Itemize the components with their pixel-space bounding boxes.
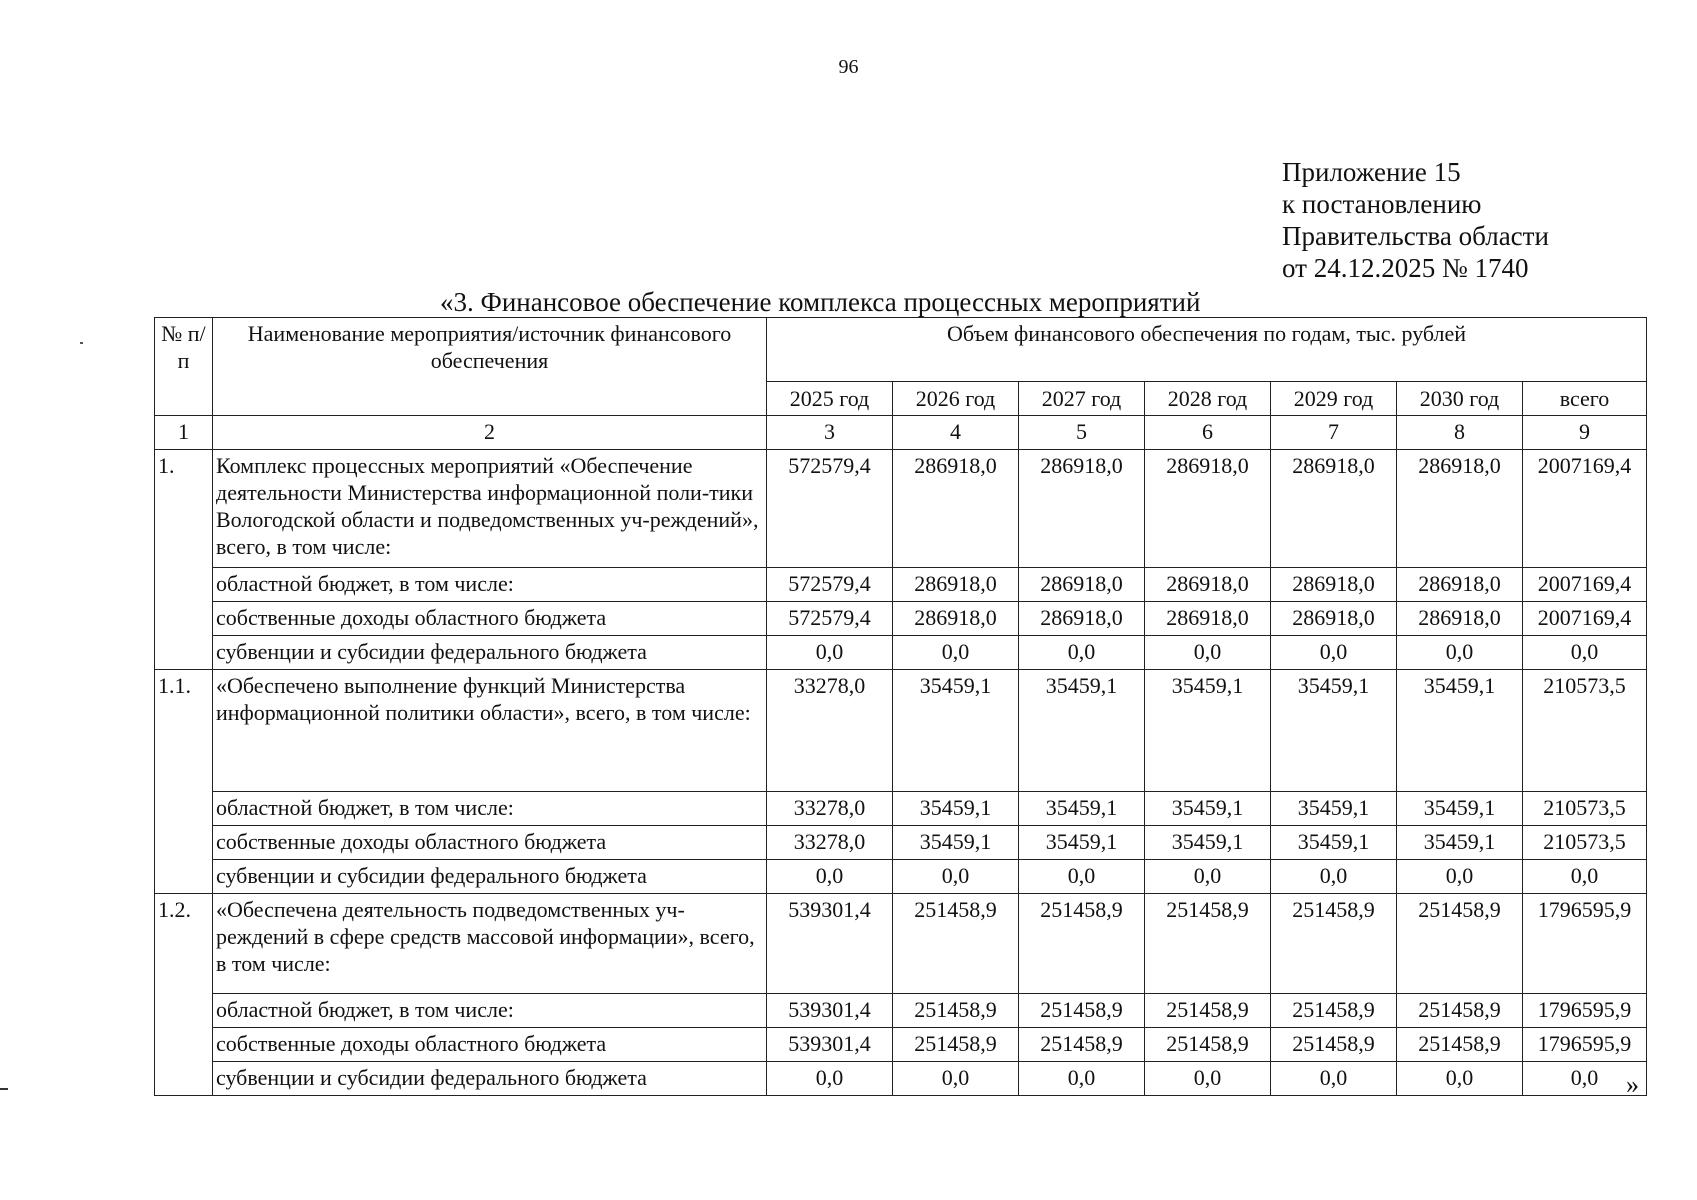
- value-cell: 35459,1: [1145, 670, 1271, 792]
- value-cell: 251458,9: [1145, 1028, 1271, 1062]
- value-cell: 539301,4: [767, 1028, 893, 1062]
- row-name: субвенции и субсидии федерального бюджета: [213, 636, 767, 670]
- value-cell: 0,0: [1523, 636, 1647, 670]
- row-number: 1.1.: [155, 670, 213, 894]
- value-cell: 251458,9: [893, 1028, 1019, 1062]
- header-year: 2027 год: [1019, 382, 1145, 416]
- value-cell: 2007169,4: [1523, 450, 1647, 568]
- column-number: 7: [1271, 416, 1397, 450]
- value-cell: 572579,4: [767, 602, 893, 636]
- value-cell: 0,0: [767, 636, 893, 670]
- column-number: 5: [1019, 416, 1145, 450]
- column-number: 3: [767, 416, 893, 450]
- column-number: 6: [1145, 416, 1271, 450]
- value-cell: 0,0: [1271, 860, 1397, 894]
- column-number: 8: [1397, 416, 1523, 450]
- header-year: 2029 год: [1271, 382, 1397, 416]
- appendix-line: от 24.12.2025 № 1740: [1282, 253, 1529, 283]
- row-name: «Обеспечена деятельность подведомственных уч-реждений в сфере средств массовой информации», всего, в том числе:: [213, 894, 767, 994]
- value-cell: 35459,1: [893, 670, 1019, 792]
- value-cell: 251458,9: [1019, 994, 1145, 1028]
- value-cell: 0,0: [1145, 1062, 1271, 1096]
- value-cell: 1796595,9: [1523, 894, 1647, 994]
- margin-mark: [0, 1088, 8, 1090]
- table-row: [155, 792, 1647, 826]
- value-cell: 539301,4: [767, 994, 893, 1028]
- header-year: 2028 год: [1145, 382, 1271, 416]
- column-number: 2: [213, 416, 767, 450]
- header-name: Наименование мероприятия/источник финансового обеспечения: [213, 318, 767, 416]
- row-name: областной бюджет, в том числе:: [213, 568, 767, 602]
- value-cell: 251458,9: [1271, 994, 1397, 1028]
- column-number: 4: [893, 416, 1019, 450]
- header-volume: Объем финансового обеспечения по годам, тыс. рублей: [767, 318, 1647, 382]
- value-cell: 251458,9: [893, 894, 1019, 994]
- value-cell: 0,0: [1145, 636, 1271, 670]
- value-cell: 251458,9: [1271, 1028, 1397, 1062]
- value-cell: 251458,9: [1019, 1028, 1145, 1062]
- value-cell: 0,0: [1019, 636, 1145, 670]
- value-cell: 251458,9: [1019, 894, 1145, 994]
- value-cell: 286918,0: [893, 450, 1019, 568]
- value-cell: 35459,1: [1145, 826, 1271, 860]
- row-name: областной бюджет, в том числе:: [213, 994, 767, 1028]
- value-cell: 35459,1: [1019, 670, 1145, 792]
- appendix-block: [1282, 156, 1549, 284]
- value-cell: 286918,0: [1271, 568, 1397, 602]
- value-cell: 1796595,9: [1523, 1028, 1647, 1062]
- value-cell: 286918,0: [893, 568, 1019, 602]
- value-cell: 251458,9: [1145, 994, 1271, 1028]
- table-row: [155, 860, 1647, 894]
- row-name: собственные доходы областного бюджета: [213, 1028, 767, 1062]
- financing-table: [154, 317, 1647, 1096]
- row-name: «Обеспечено выполнение функций Министерства информационной политики области», всего, в том числе:: [213, 670, 767, 792]
- value-cell: 0,0: [1397, 1062, 1523, 1096]
- value-cell: 251458,9: [1397, 1028, 1523, 1062]
- appendix-line: к постановлению: [1282, 189, 1482, 219]
- value-cell: 35459,1: [1271, 670, 1397, 792]
- value-cell: 35459,1: [1019, 826, 1145, 860]
- value-cell: 33278,0: [767, 792, 893, 826]
- value-cell: 286918,0: [893, 602, 1019, 636]
- table-row: [155, 670, 1647, 792]
- value-cell: 33278,0: [767, 670, 893, 792]
- value-cell: 35459,1: [1397, 792, 1523, 826]
- value-cell: 0,0: [1019, 1062, 1145, 1096]
- column-number: 1: [155, 416, 213, 450]
- table-row: [155, 994, 1647, 1028]
- value-cell: 286918,0: [1397, 568, 1523, 602]
- header-year: 2026 год: [893, 382, 1019, 416]
- value-cell: 251458,9: [893, 994, 1019, 1028]
- value-cell: 251458,9: [1397, 994, 1523, 1028]
- table-row: [155, 1062, 1647, 1096]
- row-name: собственные доходы областного бюджета: [213, 826, 767, 860]
- row-name: собственные доходы областного бюджета: [213, 602, 767, 636]
- header-year: 2025 год: [767, 382, 893, 416]
- value-cell: 35459,1: [1397, 826, 1523, 860]
- value-cell: 35459,1: [893, 792, 1019, 826]
- value-cell: 0,0: [767, 1062, 893, 1096]
- value-cell: 251458,9: [1397, 894, 1523, 994]
- value-cell: 0,0: [1271, 1062, 1397, 1096]
- value-cell: 33278,0: [767, 826, 893, 860]
- value-cell: 0,0: [893, 860, 1019, 894]
- value-cell: 286918,0: [1397, 602, 1523, 636]
- row-name: областной бюджет, в том числе:: [213, 792, 767, 826]
- value-cell: 210573,5: [1523, 826, 1647, 860]
- row-number: 1.2.: [155, 894, 213, 1096]
- value-cell: 251458,9: [1145, 894, 1271, 994]
- value-cell: 0,0: [893, 636, 1019, 670]
- appendix-line: Приложение 15: [1282, 157, 1461, 187]
- header-year: всего: [1523, 382, 1647, 416]
- value-cell: 286918,0: [1271, 450, 1397, 568]
- value-cell: 286918,0: [1019, 450, 1145, 568]
- value-cell: 210573,5: [1523, 670, 1647, 792]
- table-row: [155, 568, 1647, 602]
- value-cell: 0,0: [1397, 860, 1523, 894]
- value-cell: 0,0: [1271, 636, 1397, 670]
- row-name: субвенции и субсидии федерального бюджета: [213, 1062, 767, 1096]
- appendix-line: Правительства области: [1282, 221, 1549, 251]
- value-cell: 286918,0: [1019, 602, 1145, 636]
- value-cell: 35459,1: [1271, 826, 1397, 860]
- value-cell: 0,0: [1523, 1062, 1647, 1096]
- value-cell: 286918,0: [1145, 450, 1271, 568]
- value-cell: 0,0: [1523, 860, 1647, 894]
- column-numbers-row: [155, 416, 1647, 450]
- margin-dot: [80, 342, 83, 344]
- value-cell: 35459,1: [1145, 792, 1271, 826]
- value-cell: 572579,4: [767, 450, 893, 568]
- value-cell: 286918,0: [1145, 602, 1271, 636]
- value-cell: 210573,5: [1523, 792, 1647, 826]
- row-number: 1.: [155, 450, 213, 670]
- value-cell: 286918,0: [1145, 568, 1271, 602]
- table-row: [155, 1028, 1647, 1062]
- value-cell: 539301,4: [767, 894, 893, 994]
- value-cell: 0,0: [893, 1062, 1019, 1096]
- value-cell: 2007169,4: [1523, 602, 1647, 636]
- table-body: [155, 318, 1647, 1096]
- table-row: [155, 636, 1647, 670]
- value-cell: 286918,0: [1019, 568, 1145, 602]
- value-cell: 35459,1: [1271, 792, 1397, 826]
- value-cell: 0,0: [1145, 860, 1271, 894]
- table-row: [155, 450, 1647, 568]
- value-cell: 251458,9: [1271, 894, 1397, 994]
- document-title: «3. Финансовое обеспечение комплекса процессных мероприятий: [440, 287, 1201, 317]
- value-cell: 0,0: [1397, 636, 1523, 670]
- value-cell: 286918,0: [1397, 450, 1523, 568]
- row-name: субвенции и субсидии федерального бюджета: [213, 860, 767, 894]
- header-year: 2030 год: [1397, 382, 1523, 416]
- column-number: 9: [1523, 416, 1647, 450]
- row-name: Комплекс процессных мероприятий «Обеспечение деятельности Министерства информационной поли-тики Вологодской области и подведомственных уч-реждений», всего, в том числе:: [213, 450, 767, 568]
- value-cell: 0,0: [767, 860, 893, 894]
- value-cell: 286918,0: [1271, 602, 1397, 636]
- page-number: 96: [838, 56, 859, 78]
- value-cell: 1796595,9: [1523, 994, 1647, 1028]
- value-cell: 35459,1: [893, 826, 1019, 860]
- value-cell: 2007169,4: [1523, 568, 1647, 602]
- table-row: [155, 894, 1647, 994]
- table-row: [155, 826, 1647, 860]
- closing-quote: »: [1626, 1070, 1639, 1099]
- header-num: № п/п: [155, 318, 213, 416]
- value-cell: 35459,1: [1397, 670, 1523, 792]
- table-row: [155, 602, 1647, 636]
- header-row: [155, 318, 1647, 382]
- value-cell: 0,0: [1019, 860, 1145, 894]
- value-cell: 572579,4: [767, 568, 893, 602]
- value-cell: 35459,1: [1019, 792, 1145, 826]
